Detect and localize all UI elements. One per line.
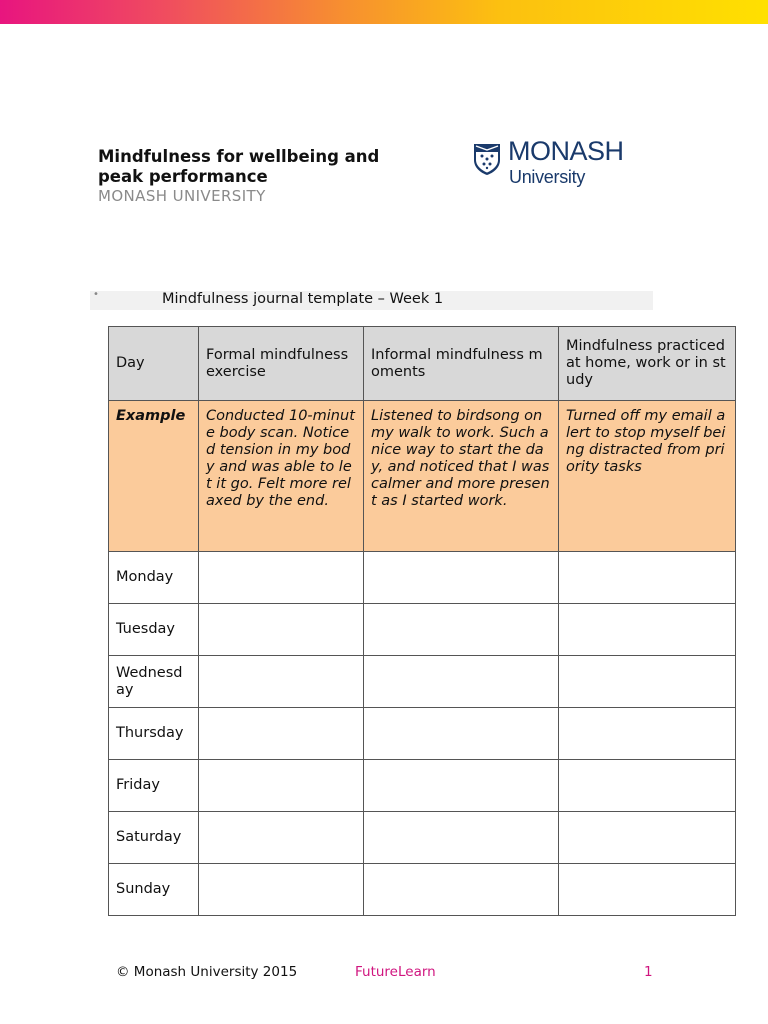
journal-table [108,326,736,916]
column-header-informal: Informal mindfulness moments [364,327,559,401]
entry-cell[interactable] [364,864,559,916]
entry-cell[interactable] [559,760,736,812]
day-cell-tuesday: Tuesday [109,604,199,656]
monash-logo [472,136,632,192]
entry-cell[interactable] [199,864,364,916]
column-header-formal: Formal mindfulness exercise [199,327,364,401]
example-formal-cell: Conducted 10-minute body scan. Noticed tension in my body and was able to let it go. Felt more relaxed by the end. [199,401,364,552]
entry-cell[interactable] [199,760,364,812]
column-header-day: Day [109,327,199,401]
entry-cell[interactable] [364,812,559,864]
example-informal-cell: Listened to birdsong on my walk to work. Such a nice way to start the day, and noticed that I was calmer and more present as I started work. [364,401,559,552]
entry-cell[interactable] [559,864,736,916]
journal-heading [90,291,653,310]
footer-brand: FutureLearn [355,964,436,980]
entry-cell[interactable] [559,604,736,656]
table-row [109,708,736,760]
entry-cell[interactable] [559,812,736,864]
entry-cell[interactable] [559,656,736,708]
journal-heading-text: Mindfulness journal template – Week 1 [162,291,444,307]
footer-page-number: 1 [644,964,653,980]
entry-cell[interactable] [199,604,364,656]
table-row [109,656,736,708]
table-header-row [109,327,736,401]
table-row [109,864,736,916]
day-cell-saturday: Saturday [109,812,199,864]
bullet-icon: • [93,289,99,300]
table-row [109,760,736,812]
entry-cell[interactable] [199,552,364,604]
entry-cell[interactable] [364,708,559,760]
table-row [109,552,736,604]
day-cell-sunday: Sunday [109,864,199,916]
top-gradient-bar [0,0,768,24]
table-row [109,812,736,864]
entry-cell[interactable] [199,812,364,864]
example-row [109,401,736,552]
entry-cell[interactable] [364,604,559,656]
entry-cell[interactable] [364,656,559,708]
footer-copyright: © Monash University 2015 [116,964,298,980]
logo-subtext: University [509,167,586,187]
day-cell-thursday: Thursday [109,708,199,760]
entry-cell[interactable] [559,552,736,604]
example-day-cell: Example [109,401,199,552]
entry-cell[interactable] [199,656,364,708]
course-title: Mindfulness for wellbeing and peak performance [98,147,380,186]
day-cell-friday: Friday [109,760,199,812]
logo-wordmark: MONASH [508,136,624,166]
entry-cell[interactable] [364,760,559,812]
day-cell-monday: Monday [109,552,199,604]
monash-crest-icon [472,142,502,176]
example-practice-cell: Turned off my email alert to stop myself being distracted from priority tasks [559,401,736,552]
entry-cell[interactable] [559,708,736,760]
column-header-practice: Mindfulness practiced at home, work or in study [559,327,736,401]
entry-cell[interactable] [199,708,364,760]
entry-cell[interactable] [364,552,559,604]
table-row [109,604,736,656]
course-subtitle: MONASH UNIVERSITY [98,187,266,205]
day-cell-wednesday: Wednesday [109,656,199,708]
